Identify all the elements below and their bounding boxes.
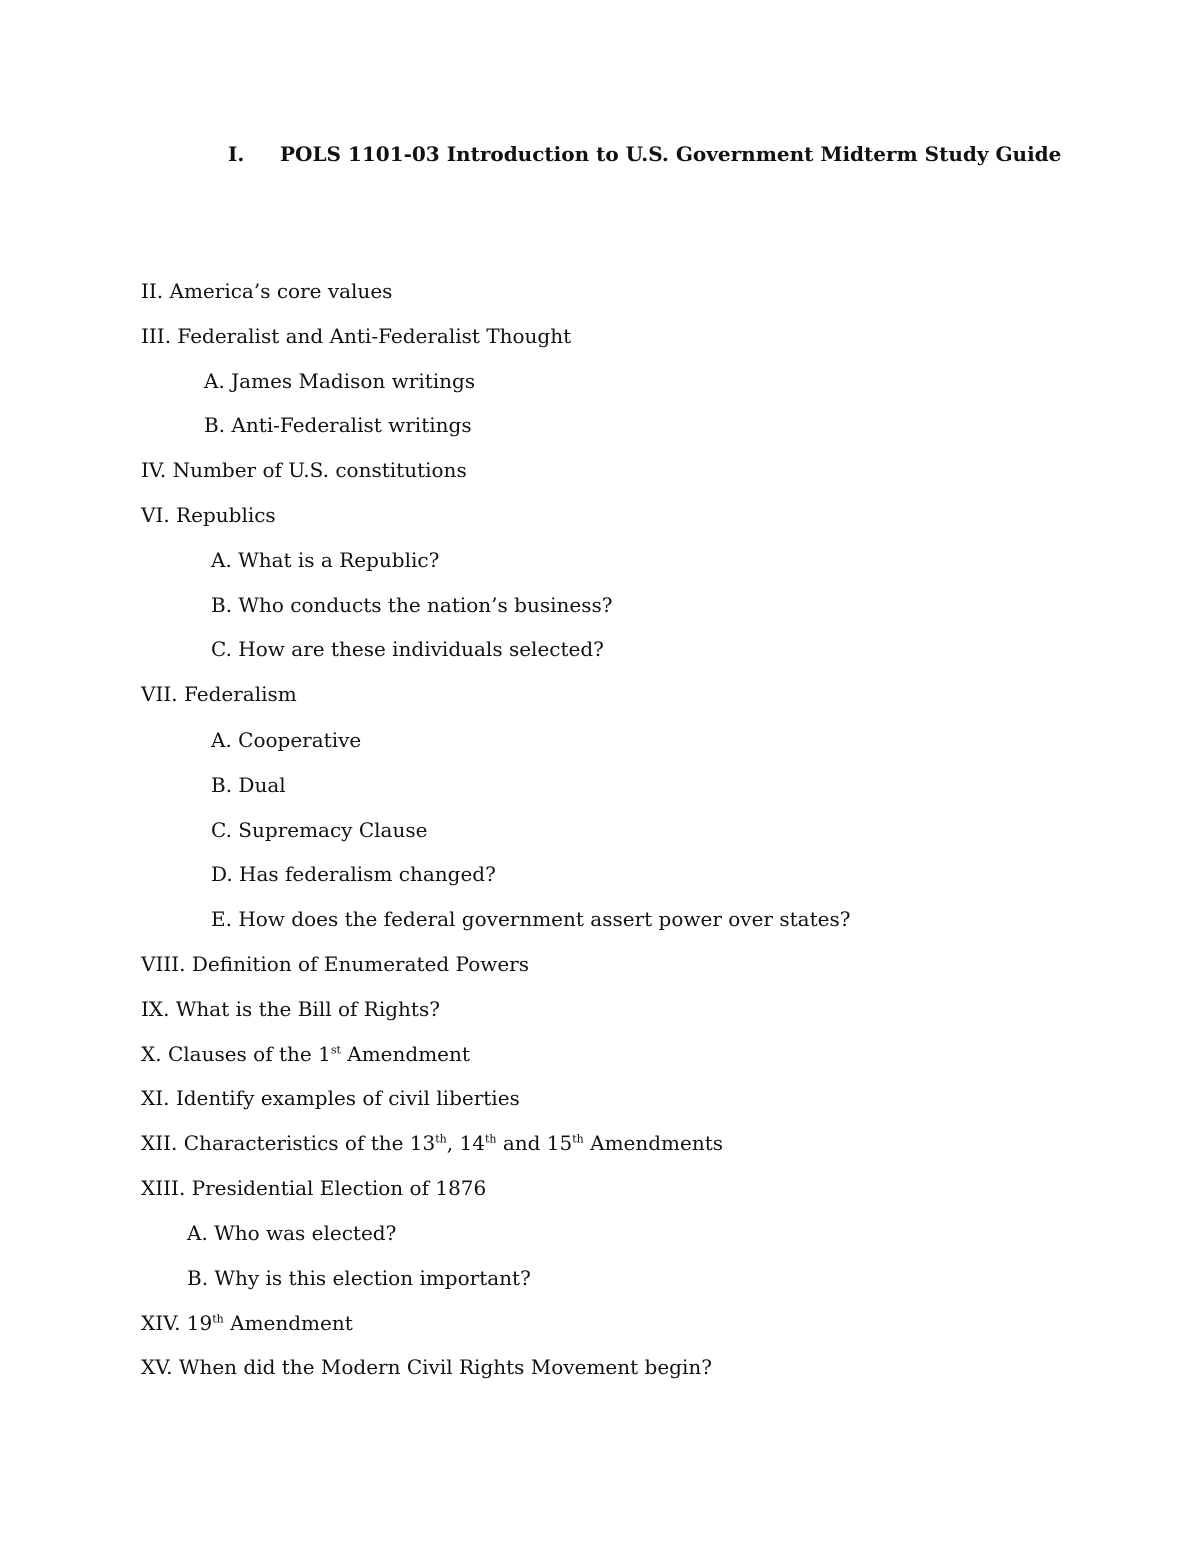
superscript: th (572, 1132, 584, 1146)
superscript: th (484, 1132, 497, 1146)
outline-item-x-text: X. Clauses of the 1 (141, 1042, 331, 1066)
outline-subitem-xiii-a: A. Who was elected? (187, 1221, 397, 1245)
outline-item-xiv-text: XIV. 19 (141, 1311, 213, 1335)
outline-subitem-vii-b: B. Dual (211, 773, 286, 797)
outline-item-x (141, 1040, 470, 1068)
outline-item-x-text-end: Amendment (340, 1042, 470, 1066)
outline-item-ii: II. America’s core values (141, 279, 393, 303)
superscript: th (212, 1312, 224, 1326)
outline-subitem-vi-a: A. What is a Republic? (211, 548, 440, 572)
outline-item-iii: III. Federalist and Anti-Federalist Thought (141, 324, 572, 348)
outline-subitem-xiii-b: B. Why is this election important? (187, 1266, 531, 1290)
document-title (228, 142, 1061, 166)
outline-subitem-vii-c: C. Supremacy Clause (211, 818, 428, 842)
title-number: I. (228, 142, 245, 166)
outline-subitem-iii-a: A. James Madison writings (204, 369, 476, 393)
outline-item-xi: XI. Identify examples of civil liberties (141, 1086, 520, 1110)
superscript: st (330, 1043, 341, 1057)
outline-item-xii (141, 1129, 723, 1157)
outline-item-xiv (141, 1309, 353, 1337)
outline-item-xiv-text-end: Amendment (223, 1311, 353, 1335)
outline-subitem-vii-e: E. How does the federal government assert power over states? (211, 907, 851, 931)
outline-subitem-vi-b: B. Who conducts the nation’s business? (211, 593, 613, 617)
title-text: POLS 1101-03 Introduction to U.S. Government Midterm Study Guide (280, 142, 1062, 166)
outline-item-ix: IX. What is the Bill of Rights? (141, 997, 440, 1021)
outline-item-xv: XV. When did the Modern Civil Rights Movement begin? (141, 1355, 712, 1379)
superscript: th (435, 1132, 447, 1146)
outline-item-xii-text: XII. Characteristics of the 13 (141, 1131, 436, 1155)
outline-subitem-iii-b: B. Anti-Federalist writings (204, 413, 472, 437)
outline-item-viii: VIII. Definition of Enumerated Powers (141, 952, 530, 976)
outline-item-xii-text-3: and 15 (496, 1131, 573, 1155)
outline-item-iv: IV. Number of U.S. constitutions (141, 458, 467, 482)
outline-subitem-vii-a: A. Cooperative (211, 728, 362, 752)
outline-item-xiii: XIII. Presidential Election of 1876 (141, 1176, 487, 1200)
outline-item-vii: VII. Federalism (141, 682, 297, 706)
outline-item-xii-text-end: Amendments (583, 1131, 724, 1155)
outline-subitem-vi-c: C. How are these individuals selected? (211, 637, 604, 661)
outline-subitem-vii-d: D. Has federalism changed? (211, 862, 496, 886)
outline-item-xii-text-2: , 14 (446, 1131, 485, 1155)
outline-item-vi: VI. Republics (141, 503, 276, 527)
